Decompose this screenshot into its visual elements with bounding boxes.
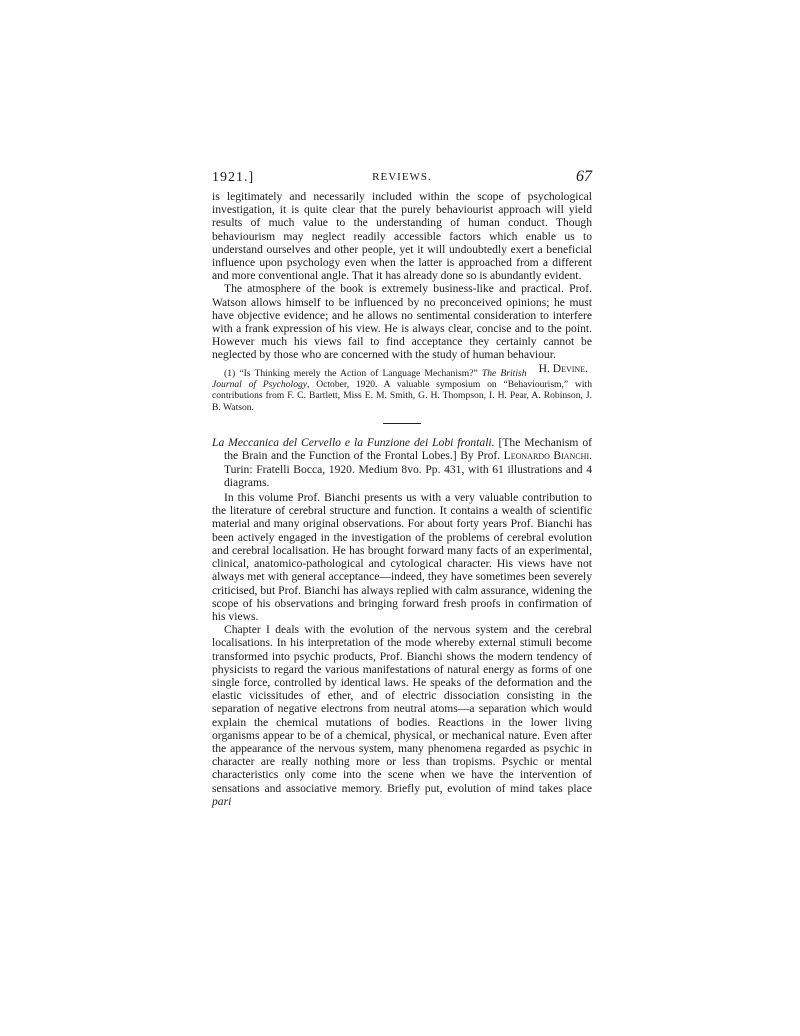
reviewer-signature: H. Devine. (538, 361, 588, 375)
header-year: 1921.] (212, 170, 255, 185)
footnote-text-after: , October, 1920. A valuable symposium on “Behaviourism,” with contributions from F. C. Bartlett, Miss E. M. Smith, G. H. Thompson, I. H. Pear, A. Robinson, J. B. Watson. (212, 379, 592, 413)
page (212, 166, 592, 808)
paragraph-chapter-one-italic-end: pari (212, 794, 232, 808)
paragraph-behaviourism-continued: is legitimately and necessarily included within the scope of psychological investigation, it is quite clear that the purely behaviourist approach will yield results of much value to the understanding of human conduct. Though behaviourism may neglect readily accessible factors which enable us to understand ourselves and other people, yet it will undoubtedly exert a beneficial influence upon psychology even when the latter is approached from a different and more conventional angle. That it has already done so is abundantly evident. (212, 190, 592, 283)
paragraph-atmosphere-text: The atmosphere of the book is extremely business-like and practical. Prof. Watson allows himself to be influenced by no preconceived opinions; he must have objective evidence; and he allows no sentimental consideration to interfere with a frank expression of his view. He is always clear, concise and to the point. However much his views fail to find acceptance they certainly cannot be neglected by those who are concerned with the study of human behaviour. (212, 282, 592, 362)
footnote-journal: The British Journal of Psychology (212, 367, 527, 391)
footnote-text-before: “Is Thinking merely the Action of Language Mechanism?” (235, 367, 482, 379)
page-number: 67 (576, 168, 592, 185)
running-head (212, 166, 592, 190)
paragraph-chapter-one-text: Chapter I deals with the evolution of the nervous system and the cerebral localisations. In his interpretation of the mode whereby external stimuli become transformed into psychic products, Prof. Bianchi shows the modern tendency of physicists to regard the various manifestations of natural energy as forms of one single force, controlled by identical laws. He speaks of the deformation and the elastic vicissitudes of ether, and of electric dissociation consisting in the separation of negative electrons from neutral atoms—a separation which would explain the chemical mutations of bodies. Reactions in the lower living organisms appear to be of a chemical, physical, or mechanical nature. Even after the appearance of the nervous system, many phenomena regarded as psychic in character are really nothing more or less than tropisms. Psychic or mental characteristics only come into the scene when we have the intervention of sensations and associative memory. Briefly put, evolution of mind takes place (212, 623, 592, 795)
paragraph-chapter-one (212, 623, 592, 808)
header-title: REVIEWS. (372, 171, 432, 183)
footnote-marker: (1) (224, 367, 236, 379)
paragraph-bianchi-intro: In this volume Prof. Bianchi presents us with a very valuable contribution to the literature of cerebral structure and function. It contains a wealth of scientific material and many original observations. For about forty years Prof. Bianchi has been actively engaged in the investigation of the problems of cerebral evolution and cerebral localisation. He has brought forward many facts of an experimental, clinical, anatomico-pathological and cytological character. His views have not always met with general acceptance—indeed, they have sometimes been severely criticised, but Prof. Bianchi has always replied with calm assurance, widening the scope of his observations and bringing forward fresh proofs in confirmation of his views. (212, 491, 592, 623)
review-author: Leonardo Bianchi. (503, 449, 593, 463)
review-publisher: Turin: Fratelli Bocca, 1920. Medium 8vo. Pp. 431, with 61 illustrations and 4 diagrams. (224, 462, 592, 489)
review-heading (212, 436, 592, 489)
review-title-italic: La Meccanica del Cervello e la Funzione dei Lobi frontali. (212, 436, 495, 450)
section-divider (383, 423, 421, 424)
review-title-translation: [The Mechanism of the Brain and the Function of the Frontal Lobes.] By Prof. (224, 436, 592, 463)
